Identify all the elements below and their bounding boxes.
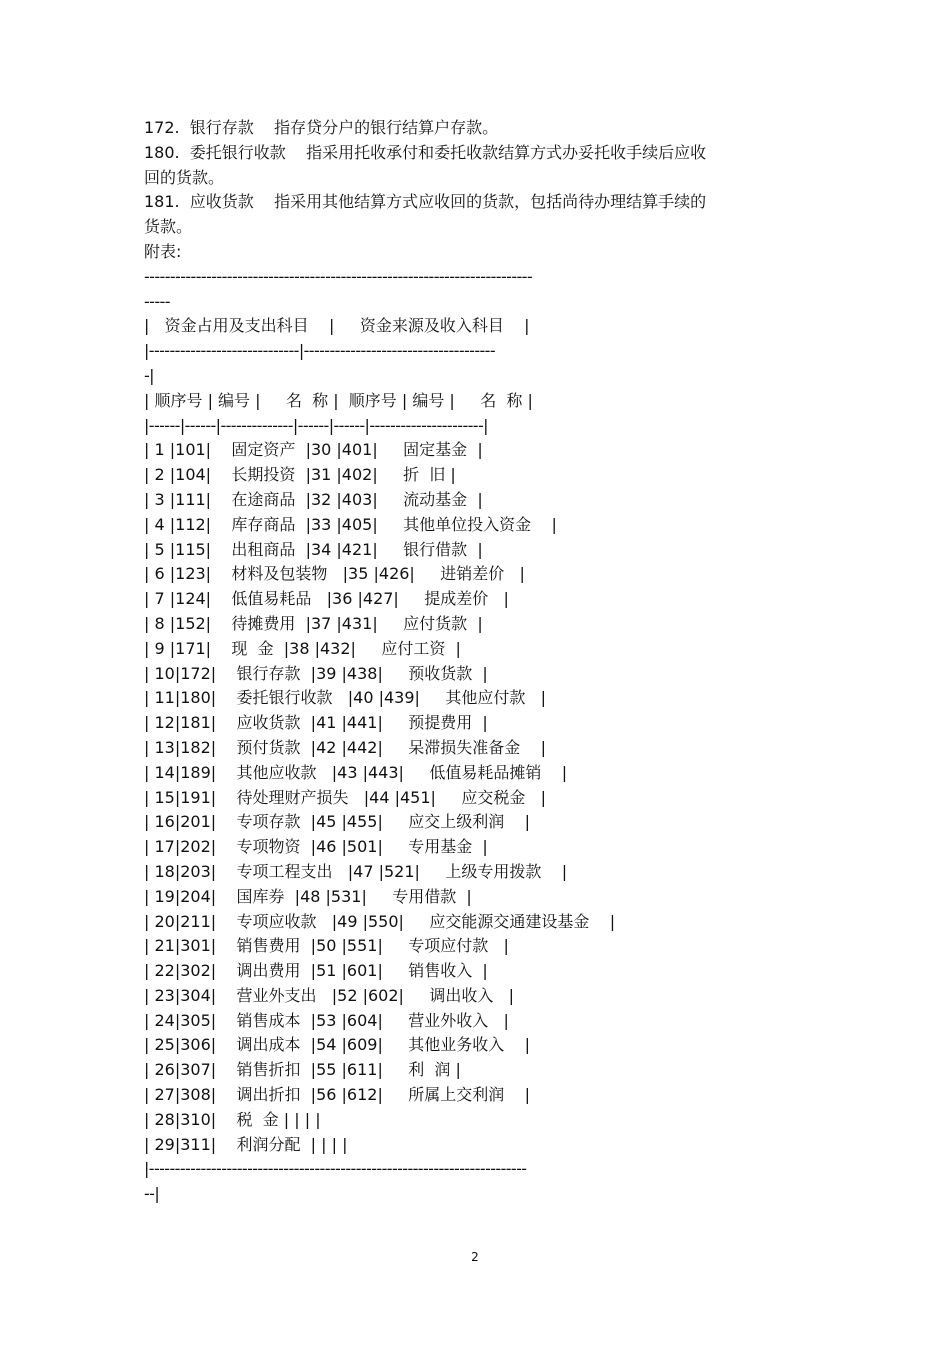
table-row: | 18|203| 专项工程支出 |47 |521| 上级专用拨款 | [144,861,568,881]
table-row: | 29|311| 利润分配 | | | | [144,1134,348,1154]
table-row: | 28|310| 税 金 | | | | [144,1109,321,1129]
table-bottom-border: |------------------------------------------------------------------------- [144,1159,527,1179]
table-row: | 7 |124| 低值易耗品 |36 |427| 提成差价 | [144,589,509,609]
table-row: | 16|201| 专项存款 |45 |455| 应交上级利润 | [144,812,530,832]
table-row: | 23|304| 营业外支出 |52 |602| 调出收入 | [144,985,514,1005]
table-row: | 27|308| 调出折扣 |56 |612| 所属上交利润 | [144,1085,530,1105]
table-row: | 19|204| 国库券 |48 |531| 专用借款 | [144,886,472,906]
table-row: | 11|180| 委托银行收款 |40 |439| 其他应付款 | [144,688,546,708]
table-mid-border: |-----------------------------|------------------------------------- [144,341,496,361]
table-row: | 1 |101| 固定资产 |30 |401| 固定基金 | [144,440,483,460]
page-number: 2 [471,1250,479,1264]
table-row: | 13|182| 预付货款 |42 |442| 呆滞损失准备金 | [144,737,546,757]
document-body [144,116,784,1207]
appendix-label: 附表: [144,241,182,261]
table-row: | 25|306| 调出成本 |54 |609| 其他业务收入 | [144,1035,530,1055]
table-bottom-border-wrap: --| [144,1184,160,1204]
table-row: | 5 |115| 出租商品 |34 |421| 银行借款 | [144,539,483,559]
table-row: | 3 |111| 在途商品 |32 |403| 流动基金 | [144,489,483,509]
table-top-border: --------------------------------------------------------------------------- [144,266,533,286]
table-mid-border-wrap: -| [144,365,154,385]
paragraph-172: 172. 银行存款 指存贷分户的银行结算户存款。 [144,118,499,137]
account-table-rows [144,438,784,1157]
table-column-header: | 顺序号 | 编号 | 名 称 | 顺序号 | 编号 | 名 称 | [144,390,533,410]
paragraph-180: 180. 委托银行收款 指采用托收承付和委托收款结算方式办妥托收手续后应收 [144,142,707,162]
table-row: | 2 |104| 长期投资 |31 |402| 折 旧 | [144,465,456,485]
paragraph-181: 181. 应收货款 指采用其他结算方式应收回的货款，包括尚待办理结算手续的 [144,192,707,212]
table-row: | 4 |112| 库存商品 |33 |405| 其他单位投入资金 | [144,514,557,534]
table-row: | 14|189| 其他应收款 |43 |443| 低值易耗品摊销 | [144,762,568,782]
paragraph-181-cont: 货款。 [144,217,193,237]
table-row: | 8 |152| 待摊费用 |37 |431| 应付货款 | [144,613,483,633]
table-row: | 17|202| 专项物资 |46 |501| 专用基金 | [144,837,488,857]
table-row: | 24|305| 销售成本 |53 |604| 营业外收入 | [144,1010,509,1030]
table-section-header: | 资金占用及支出科目 | 资金来源及收入科目 | [144,316,530,336]
table-row: | 12|181| 应收货款 |41 |441| 预提费用 | [144,713,488,733]
table-row: | 21|301| 销售费用 |50 |551| 专项应付款 | [144,936,509,956]
table-header-border: |------|------|--------------|------|------|----------------------| [144,415,488,435]
table-row: | 6 |123| 材料及包装物 |35 |426| 进销差价 | [144,564,525,584]
table-top-border-wrap: ----- [144,291,170,311]
table-row: | 10|172| 银行存款 |39 |438| 预收货款 | [144,663,488,683]
table-row: | 26|307| 销售折扣 |55 |611| 利 润 | [144,1060,461,1080]
paragraph-180-cont: 回的货款。 [144,167,225,187]
table-row: | 20|211| 专项应收款 |49 |550| 应交能源交通建设基金 | [144,911,616,931]
table-row: | 9 |171| 现 金 |38 |432| 应付工资 | [144,638,461,658]
table-row: | 22|302| 调出费用 |51 |601| 销售收入 | [144,961,488,981]
table-row: | 15|191| 待处理财产损失 |44 |451| 应交税金 | [144,787,546,807]
